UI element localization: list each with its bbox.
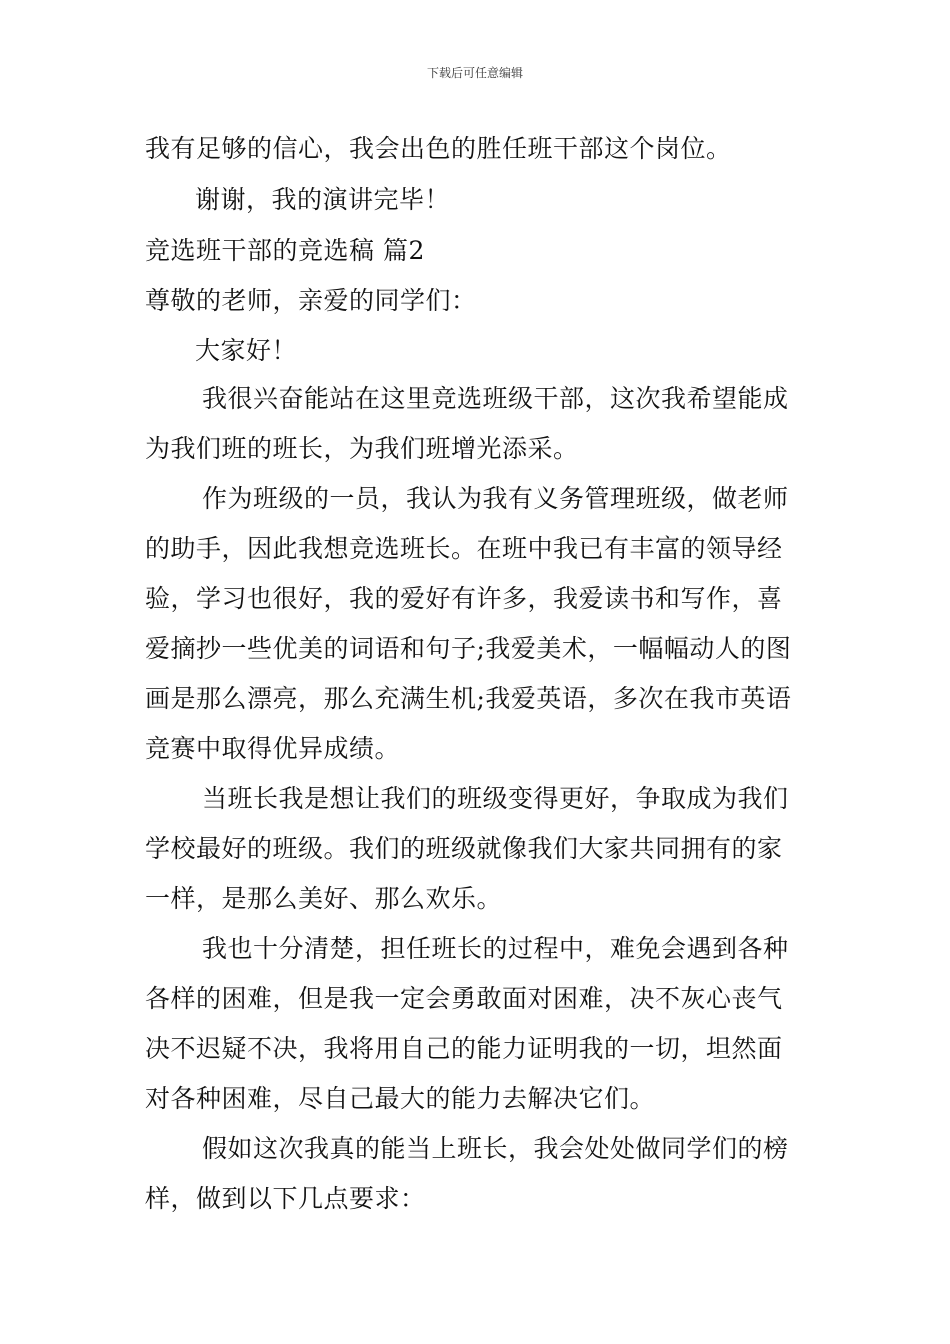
body-line: 的助手，因此我想竞选班长。在班中我已有丰富的领导经 [145, 534, 783, 563]
body-line: 学校最好的班级。我们的班级就像我们大家共同拥有的家 [145, 834, 783, 863]
body-line: 作为班级的一员，我认为我有义务管理班级，做老师 [202, 484, 789, 513]
body-line: 我很兴奋能站在这里竞选班级干部，这次我希望能成 [202, 384, 789, 413]
page-header-watermark: 下载后可任意编辑 [426, 66, 523, 80]
body-line: 验，学习也很好，我的爱好有许多，我爱读书和写作，喜 [145, 584, 783, 613]
body-line: 假如这次我真的能当上班长，我会处处做同学们的榜 [202, 1134, 789, 1163]
greeting-line: 大家好！ [195, 336, 298, 365]
section-heading: 竞选班干部的竞选稿 篇2 [145, 236, 425, 265]
body-line: 一样，是那么美好、那么欢乐。 [145, 884, 503, 913]
body-line: 爱摘抄一些优美的词语和句子;我爱美术，一幅幅动人的图 [145, 634, 792, 663]
body-line: 样，做到以下几点要求： [145, 1184, 426, 1213]
body-line: 对各种困难，尽自己最大的能力去解决它们。 [145, 1084, 656, 1113]
body-line: 各样的困难，但是我一定会勇敢面对困难，决不灰心丧气 [145, 984, 783, 1013]
body-line: 我也十分清楚，担任班长的过程中，难免会遇到各种 [202, 934, 789, 963]
body-line: 为我们班的班长，为我们班增光添采。 [145, 434, 579, 463]
salutation-line: 尊敬的老师，亲爱的同学们： [145, 286, 477, 315]
closing-line: 谢谢，我的演讲完毕！ [195, 185, 451, 214]
body-line: 竞赛中取得优异成绩。 [145, 734, 401, 763]
body-line: 画是那么漂亮，那么充满生机;我爱英语，多次在我市英语 [145, 684, 792, 713]
body-line: 当班长我是想让我们的班级变得更好，争取成为我们 [202, 784, 789, 813]
body-line: 我有足够的信心，我会出色的胜任班干部这个岗位。 [145, 134, 732, 163]
body-line: 决不迟疑不决，我将用自己的能力证明我的一切，坦然面 [145, 1034, 783, 1063]
